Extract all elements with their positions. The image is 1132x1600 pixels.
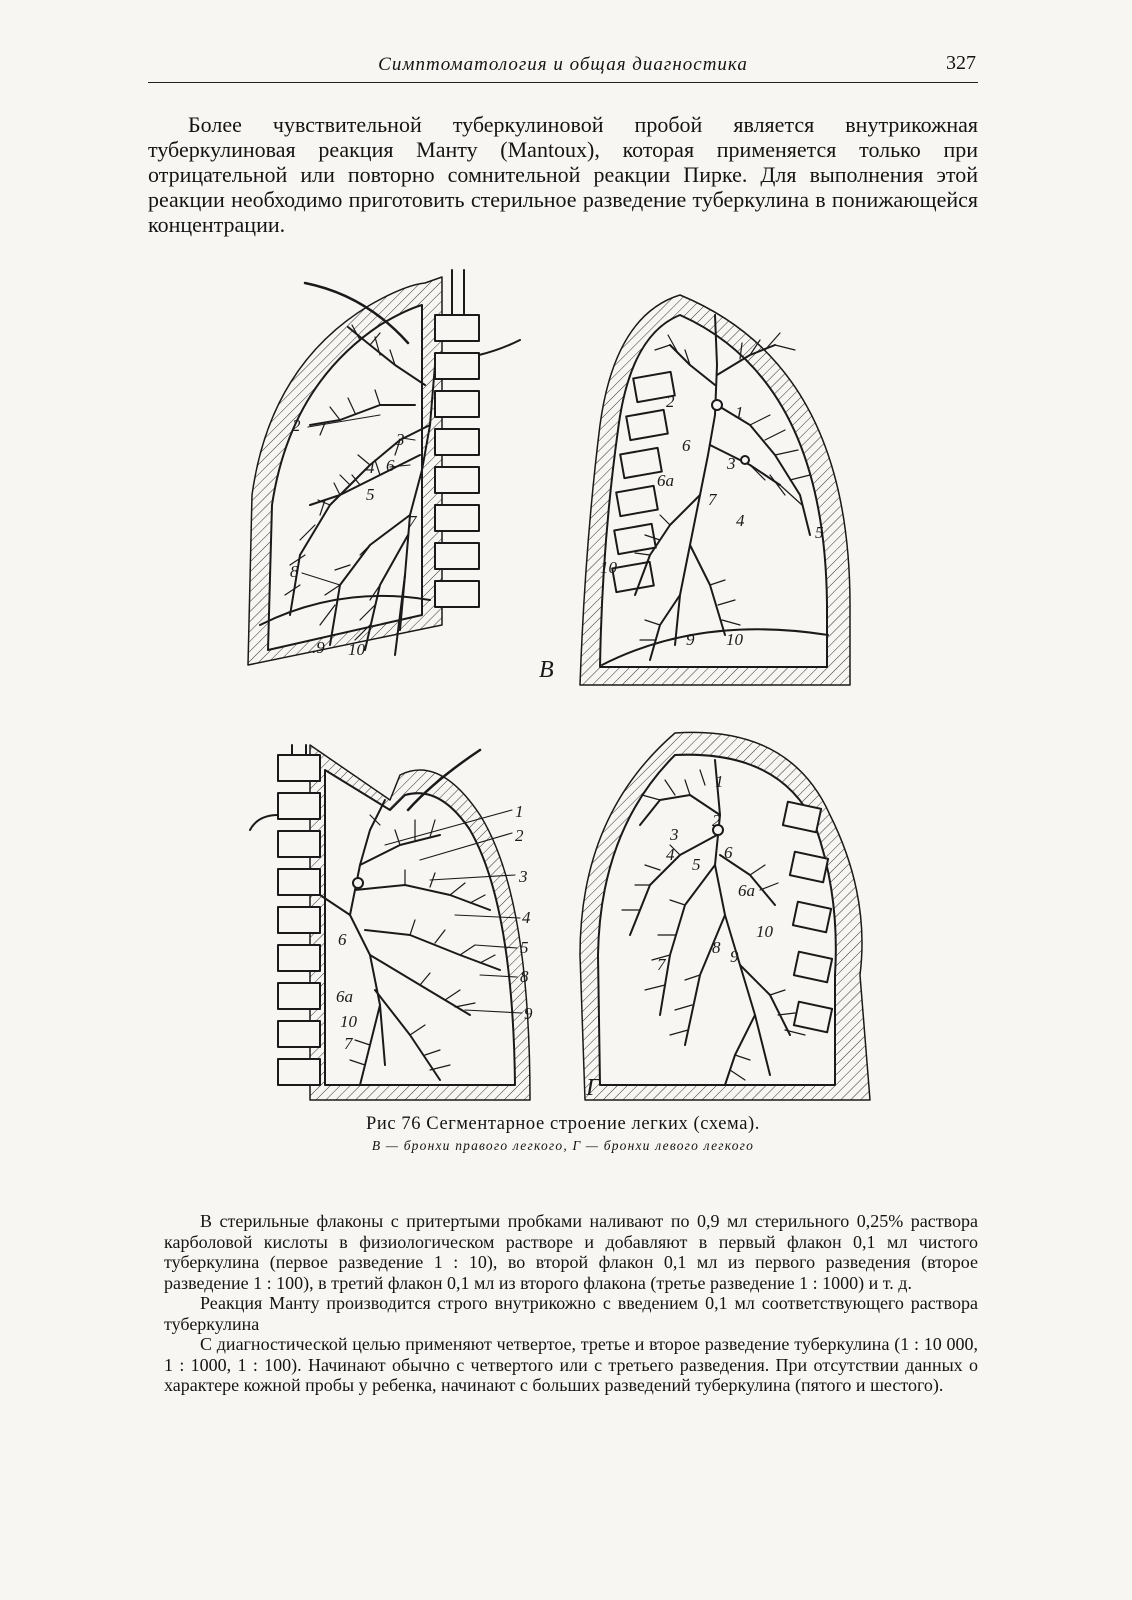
running-title: Симптоматология и общая диагностика	[378, 54, 748, 75]
body-paragraph: Реакция Манту производится строго внутрикожно с введением 0,1 мл соответствующего раствора туберкулина	[164, 1293, 978, 1334]
panel-g-front-callout: 2	[515, 826, 524, 845]
panel-g-side	[580, 732, 870, 1100]
panel-b-side-label: 3	[727, 454, 736, 473]
page-number: 327	[946, 52, 976, 74]
panel-b-front-label: 10	[348, 640, 365, 659]
panel-b-front-label: 7	[408, 512, 417, 531]
panel-b-side-label: 4	[736, 511, 745, 530]
panel-g-front-callout: 3	[519, 867, 528, 886]
panel-b-label: В	[539, 657, 554, 683]
figure-caption	[148, 1114, 978, 1154]
panel-g-front-callout: 9	[524, 1004, 533, 1023]
panel-b-front-label: 4	[366, 458, 375, 477]
panel-g-side-label: 8	[712, 938, 721, 957]
panel-b-front	[248, 270, 520, 665]
panel-g-side-label: 9	[730, 947, 739, 966]
panel-g-side-label: 2	[712, 811, 721, 830]
panel-g-side-label: 6а	[738, 881, 755, 900]
panel-b-side-label: 7	[708, 490, 717, 509]
panel-g-front-label: 7	[344, 1034, 353, 1053]
lung-segments-figure	[230, 255, 880, 1105]
caption-title: Рис 76 Сегментарное строение легких (схема).	[365, 1114, 761, 1134]
panel-g-label: Г	[586, 1075, 600, 1101]
panel-g-side-label: 4	[666, 845, 675, 864]
body-paragraph: В стерильные флаконы с притертыми пробками наливают по 0,9 мл стерильного 0,25% раствора карболовой кислоты в физиологическом растворе и добавляют в первый флакон 0,1 мл чистого туберкулина (первое разведение 1 : 10), во второй флакон 0,1 мл из первого разведения (второе разведение 1 : 100), в третий флакон 0,1 мл из второго флакона (третье разведение 1 : 1000) и т. д.	[164, 1211, 978, 1293]
panel-g-front-spine	[250, 745, 320, 1085]
running-head	[148, 48, 978, 83]
panel-g-front-label: 6а	[336, 987, 353, 1006]
panel-b-side-label: 10	[726, 630, 743, 649]
panel-b-side-label: 10	[600, 558, 617, 577]
panel-g-front-label: 10	[340, 1012, 357, 1031]
panel-b-side-label: 5	[815, 523, 824, 542]
body-text	[164, 1211, 978, 1396]
panel-g-side-label: 5	[692, 855, 701, 874]
panel-g-side-label: 10	[756, 922, 773, 941]
body-paragraph: С диагностической целью применяют четвертое, третье и второе разведение туберкулина (1 : 10 000, 1 : 1000, 1 : 100). Начинают обычно с четвертого или с третьего разведения. При отсутствии данных о характере кожной пробы у ребенка, начинают с больших разведений туберкулина (пятого и шестого).	[164, 1334, 978, 1395]
panel-b-side-label: 6	[682, 436, 691, 455]
panel-b-side-label: 9	[686, 630, 695, 649]
panel-b-front-spine	[435, 270, 520, 607]
panel-g-side-label: 3	[670, 825, 679, 844]
panel-b-front-label: 6	[386, 456, 395, 475]
panel-g-front-callout: 4	[522, 908, 531, 927]
panel-g-side-label: 7	[657, 955, 666, 974]
caption-subtitle: В — бронхи правого легкого, Г — бронхи левого легкого	[371, 1138, 755, 1153]
panel-b-front-label: 8	[290, 562, 299, 581]
panel-b-side-label: 6а	[657, 471, 674, 490]
panel-g-front-label: 6	[338, 930, 347, 949]
panel-g-front-callout: 5	[520, 938, 529, 957]
panel-b-front-label: .9	[312, 638, 325, 657]
panel-g-front-callout: 1	[515, 802, 524, 821]
panel-b-front-label: 5	[366, 485, 375, 504]
panel-b-side-label: 2	[666, 392, 675, 411]
panel-b-side-label: 1	[735, 403, 744, 422]
panel-g-front	[250, 745, 530, 1100]
intro-paragraph: Более чувствительной туберкулиновой пробой является внутрикожная туберкулиновая реакция Манту (Mantoux), которая применяется только при отрицательной или повторно сомнительной реакции Пирке. Для выполнения этой реакции необходимо приготовить стерильное разведение туберкулина в понижающейся концентрации.	[148, 112, 978, 237]
panel-b-front-label: 2	[292, 416, 301, 435]
panel-g-side-label: 6	[724, 843, 733, 862]
panel-g-side-label: 1	[715, 772, 724, 791]
panel-g-front-callout: 8	[520, 967, 529, 986]
lung-segments-illustration	[230, 255, 880, 1105]
panel-b-front-label: 3	[396, 430, 405, 449]
